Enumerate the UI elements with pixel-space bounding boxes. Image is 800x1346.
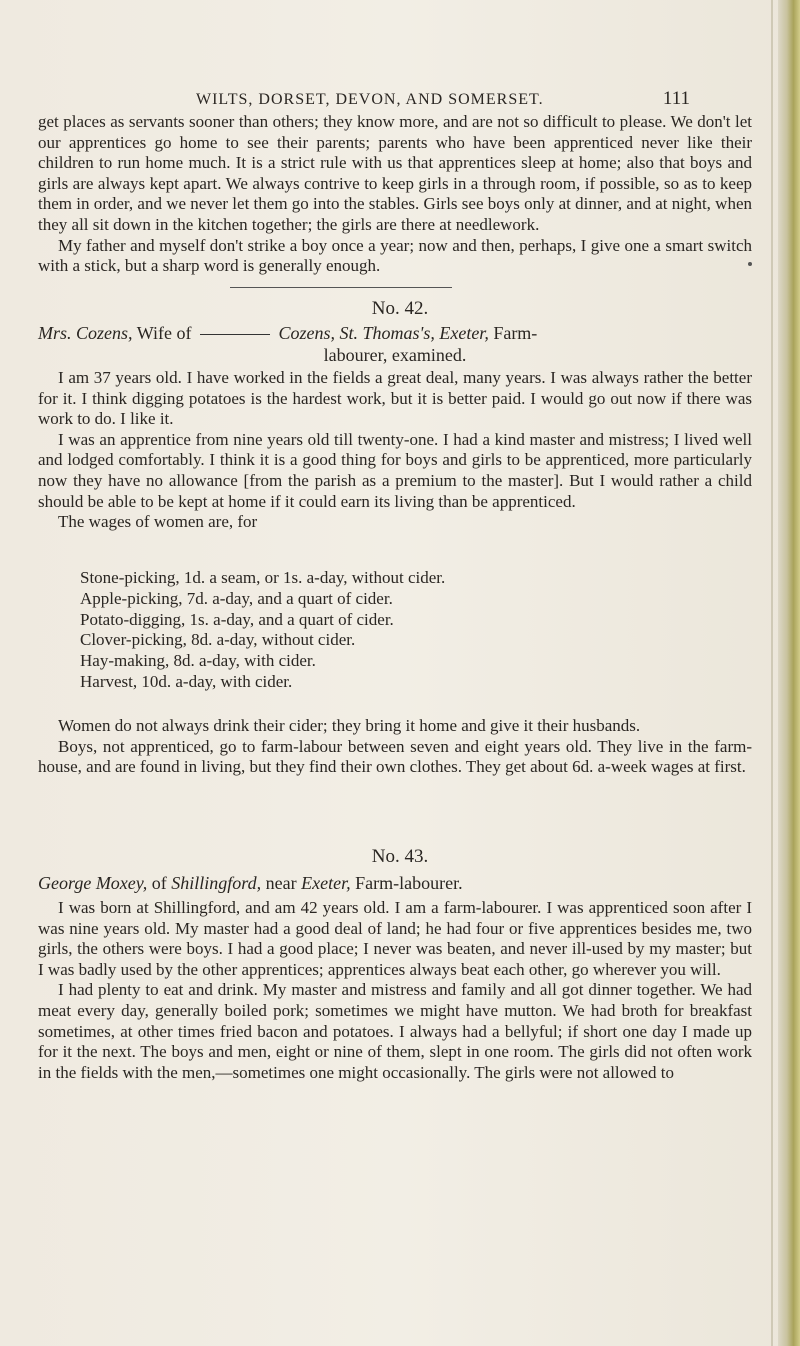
- wage-item: Stone-picking, 1d. a seam, or 1s. a-day, without cider.: [80, 568, 446, 587]
- blank-dash: [200, 334, 270, 335]
- wage-item: Clover-picking, 8d. a-day, without cider.: [80, 630, 356, 650]
- page-number: 111: [662, 88, 690, 109]
- wage-item: Potato-digging, 1s. a-day, and a quart of cider.: [80, 609, 394, 629]
- paragraph: I was born at Shillingford, and am 42 years old. I am a farm-labourer. I was apprenticed soon after I was nine years old. My master had a good deal of land; he had four or five apprentices besides me, two girls, the others were boys. I had a good place; I never was beaten, and never ill-used by my master; but I was badly used by the other apprentices; apprentices always beat each other, go wherever you will.: [38, 898, 752, 979]
- intro-text: near: [265, 873, 297, 893]
- wages-list: [80, 568, 740, 693]
- print-speck: [748, 262, 752, 266]
- page-gutter: [771, 0, 773, 1346]
- paragraph: get places as servants sooner than others; they know more, and are not so difficult to please. We don't let our apprentices go home to see their parents; parents who have been apprenticed never like their children to run home much. It is a strict rule with us that apprentices sleep at home; also that boys and girls are always kept apart. We always contrive to keep girls in a through room, if possible, so as to keep them in order, and we never let them go into the stables. Girls see boys only at dinner, and at night, when they all sit down in the kitchen together; the girls are there at needlework.: [38, 112, 752, 234]
- entry-number-42: No. 42.: [371, 298, 429, 319]
- paragraph: Women do not always drink their cider; they bring it home and give it their husbands.: [58, 716, 641, 735]
- wage-item: Harvest, 10d. a-day, with cider.: [80, 671, 293, 691]
- running-head: [196, 88, 690, 110]
- occupation: Farm-: [493, 323, 538, 343]
- section-rule: [230, 287, 452, 288]
- paragraph: I was an apprentice from nine years old till twenty-one. I had a kind master and mistress; I lived well and lodged comfortably. I think it is a good thing for boys and girls to be apprenticed, more particularly now they have no allowance [from the parish as a premium to the master]. But I would rather a child should be able to be kept at home if it could earn its living than be apprenticed.: [38, 429, 752, 511]
- paragraph: My father and myself don't strike a boy once a year; now and then, perhaps, I give one a smart switch with a stick, but a sharp word is generally enough.: [38, 235, 752, 276]
- intro-text: of: [151, 873, 167, 893]
- entry-43-text: [38, 898, 752, 1083]
- paragraph: Boys, not apprenticed, go to farm-labour between seven and eight years old. They live in the farm-house, and are found in living, but they find their own clothes. They get about 6d. a-week wages at first.: [38, 736, 752, 777]
- town-name: Exeter,: [301, 873, 351, 893]
- paragraph: The wages of women are, for: [58, 512, 258, 532]
- paragraph: I had plenty to eat and drink. My master and mistress and family and all got dinner together. We had meat every day, generally boiled pork; sometimes we might have mutton. We had broth for breakfast sometimes, at other times fried bacon and potatoes. I always had a bellyful; if short one day I made up for it the next. The boys and men, eight or nine of them, slept in one room. The girls did not often work in the fields with the men,—sometimes one might occasionally. The girls were not allowed to: [38, 980, 752, 1082]
- occupation-cont: labourer, examined.: [323, 345, 467, 365]
- wage-item: Apple-picking, 7d. a-day, and a quart of cider.: [80, 588, 393, 608]
- entry-42-intro: [38, 322, 752, 366]
- paragraph: I am 37 years old. I have worked in the fields a great deal, many years. I was always rather the better for it. I think digging potatoes is the hardest work, but it is better paid. I would go out now if there was work to do. I like it.: [38, 368, 752, 429]
- surname: Cozens,: [278, 323, 335, 343]
- witness-name: Mrs. Cozens,: [38, 323, 133, 343]
- intro-text: Wife of: [136, 323, 192, 343]
- page-edge: [778, 0, 800, 1346]
- witness-name: George Moxey,: [38, 873, 148, 893]
- running-title: WILTS, DORSET, DEVON, AND SOMERSET.: [196, 91, 544, 108]
- wage-item: Hay-making, 8d. a-day, with cider.: [80, 651, 316, 671]
- entry-number-43: No. 43.: [371, 846, 429, 867]
- place-name: St. Thomas's, Exeter,: [339, 323, 489, 343]
- entry-43-intro: [38, 872, 752, 894]
- place-name: Shillingford,: [171, 873, 262, 893]
- opening-text: [38, 112, 752, 277]
- entry-42-text: [38, 368, 752, 533]
- occupation: Farm-labourer.: [355, 873, 463, 893]
- entry-42-closing: [38, 716, 752, 778]
